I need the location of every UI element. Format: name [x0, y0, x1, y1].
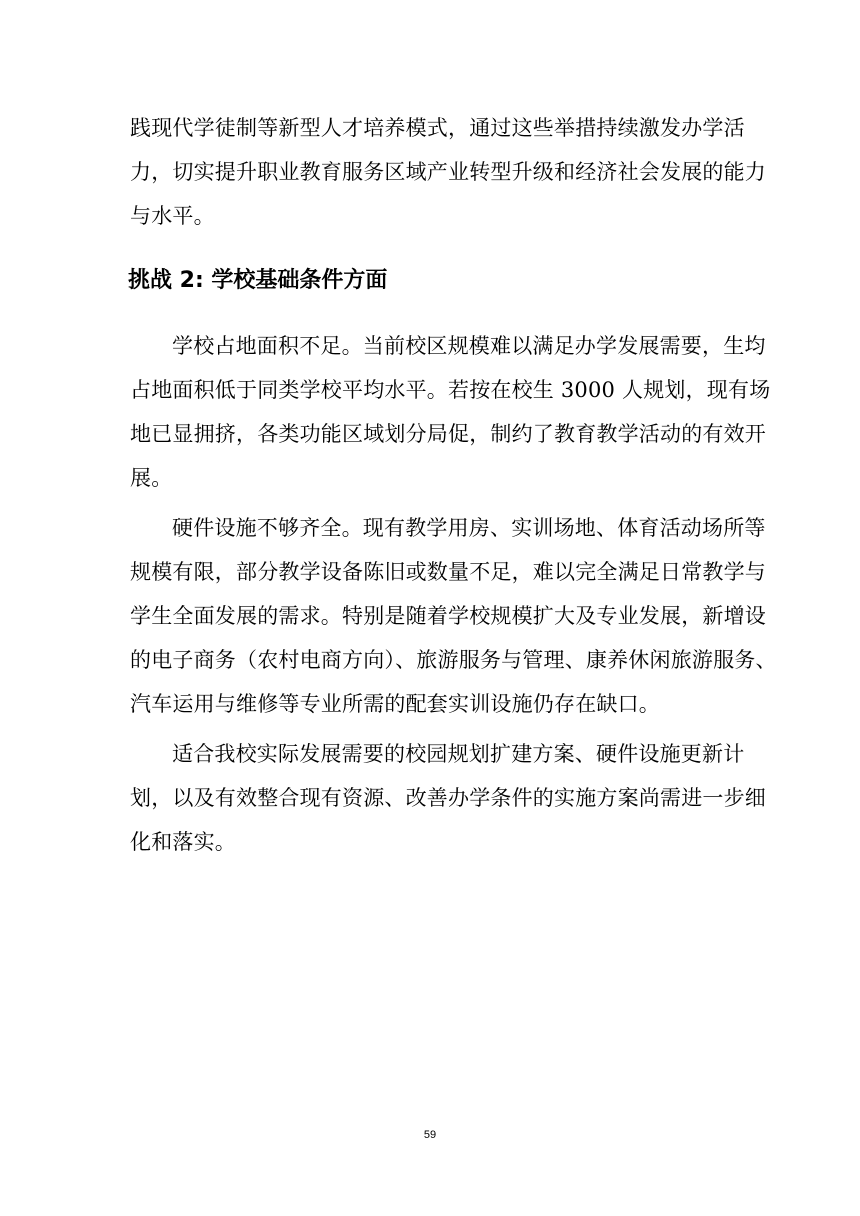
text-line: 展。: [130, 466, 173, 490]
text-line: 划，以及有效整合现有资源、改善办学条件的实施方案尚需进一步细: [130, 786, 766, 810]
text-line: 汽车运用与维修等专业所需的配套实训设施仍存在缺口。: [130, 692, 660, 716]
text-line: 践现代学徒制等新型人才培养模式，通过这些举措持续激发办学活: [130, 116, 745, 140]
text-line: 力，切实提升职业教育服务区域产业转型升级和经济社会发展的能力: [130, 160, 766, 184]
text-line: 学生全面发展的需求。特别是随着学校规模扩大及专业发展，新增设: [130, 604, 766, 628]
page-number: 59: [423, 1129, 437, 1141]
section-heading: 挑战 2: 学校基础条件方面: [128, 268, 388, 293]
text-line: 学校占地面积不足。当前校区规模难以满足办学发展需要，生均: [172, 334, 766, 358]
text-line: 规模有限，部分教学设备陈旧或数量不足，难以完全满足日常教学与: [130, 560, 766, 584]
text-line: 化和落实。: [130, 830, 236, 854]
text-line: 的电子商务（农村电商方向）、旅游服务与管理、康养休闲旅游服务、: [130, 648, 777, 672]
text-line: 适合我校实际发展需要的校园规划扩建方案、硬件设施更新计: [172, 742, 745, 766]
text-line: 地已显拥挤，各类功能区域划分局促，制约了教育教学活动的有效开: [130, 422, 766, 446]
text-line: 硬件设施不够齐全。现有教学用房、实训场地、体育活动场所等: [172, 516, 766, 540]
text-line: 占地面积低于同类学校平均水平。若按在校生 3000 人规划，现有场: [130, 378, 771, 402]
text-line: 与水平。: [130, 204, 215, 228]
